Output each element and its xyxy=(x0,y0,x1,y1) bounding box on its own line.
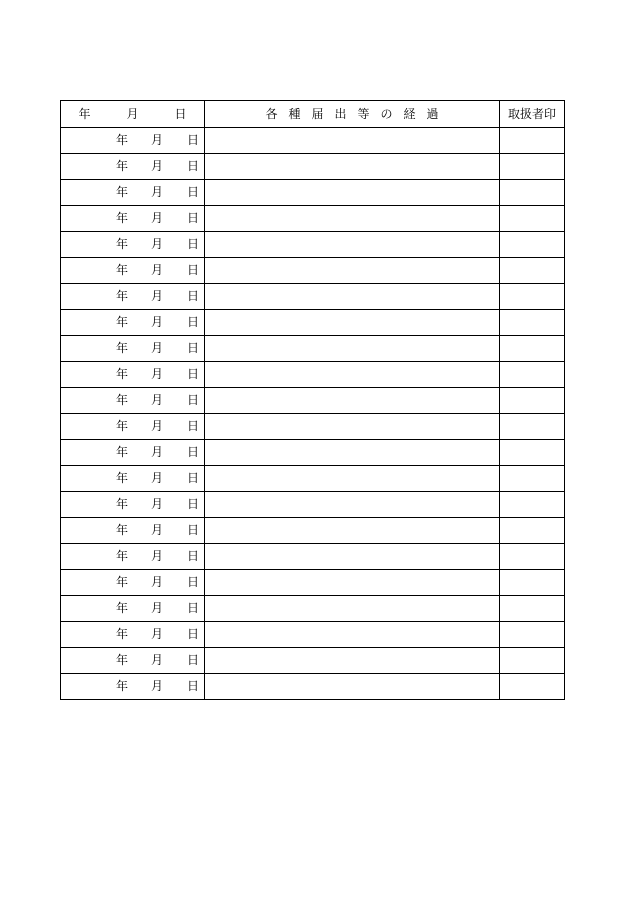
date-cell[interactable] xyxy=(61,154,205,180)
row-year-label: 年 xyxy=(116,315,129,329)
date-cell[interactable] xyxy=(61,284,205,310)
row-year-label: 年 xyxy=(116,575,129,589)
filing-history-table xyxy=(60,100,565,700)
date-cell[interactable] xyxy=(61,492,205,518)
description-cell[interactable] xyxy=(205,492,500,518)
date-cell[interactable] xyxy=(61,570,205,596)
handler-seal-cell[interactable] xyxy=(500,622,565,648)
row-year-label: 年 xyxy=(116,133,129,147)
row-year-label: 年 xyxy=(116,549,129,563)
table-row xyxy=(61,128,565,154)
handler-seal-cell[interactable] xyxy=(500,180,565,206)
description-cell[interactable] xyxy=(205,206,500,232)
row-year-label: 年 xyxy=(116,263,129,277)
handler-seal-cell[interactable] xyxy=(500,154,565,180)
handler-seal-cell[interactable] xyxy=(500,440,565,466)
header-day-label: 日 xyxy=(174,107,187,121)
row-day-label: 日 xyxy=(187,315,200,329)
handler-seal-cell[interactable] xyxy=(500,362,565,388)
date-cell[interactable] xyxy=(61,648,205,674)
row-month-label: 月 xyxy=(151,627,164,641)
row-year-label: 年 xyxy=(116,601,129,615)
date-cell[interactable] xyxy=(61,388,205,414)
handler-seal-cell[interactable] xyxy=(500,466,565,492)
row-year-label: 年 xyxy=(116,159,129,173)
header-year-label: 年 xyxy=(78,107,91,121)
header-month-label: 月 xyxy=(126,107,139,121)
row-year-label: 年 xyxy=(116,679,129,693)
row-month-label: 月 xyxy=(151,679,164,693)
date-cell[interactable] xyxy=(61,596,205,622)
row-day-label: 日 xyxy=(187,575,200,589)
row-year-label: 年 xyxy=(116,237,129,251)
table-row xyxy=(61,206,565,232)
row-year-label: 年 xyxy=(116,289,129,303)
column-header-handler-seal xyxy=(500,101,565,128)
row-year-label: 年 xyxy=(116,367,129,381)
description-cell[interactable] xyxy=(205,284,500,310)
table-row xyxy=(61,440,565,466)
table-row xyxy=(61,154,565,180)
date-cell[interactable] xyxy=(61,180,205,206)
handler-seal-cell[interactable] xyxy=(500,232,565,258)
row-month-label: 月 xyxy=(151,315,164,329)
handler-seal-cell[interactable] xyxy=(500,570,565,596)
row-year-label: 年 xyxy=(116,471,129,485)
description-cell[interactable] xyxy=(205,336,500,362)
description-cell[interactable] xyxy=(205,154,500,180)
handler-seal-cell[interactable] xyxy=(500,414,565,440)
row-year-label: 年 xyxy=(116,341,129,355)
row-day-label: 日 xyxy=(187,549,200,563)
row-year-label: 年 xyxy=(116,627,129,641)
handler-seal-cell[interactable] xyxy=(500,518,565,544)
table-row xyxy=(61,232,565,258)
date-cell[interactable] xyxy=(61,466,205,492)
handler-seal-cell[interactable] xyxy=(500,648,565,674)
row-month-label: 月 xyxy=(151,263,164,277)
handler-seal-cell[interactable] xyxy=(500,206,565,232)
table-row xyxy=(61,180,565,206)
row-month-label: 月 xyxy=(151,471,164,485)
header-description-label: 各種届出等の経過 xyxy=(265,107,450,121)
description-cell[interactable] xyxy=(205,648,500,674)
row-year-label: 年 xyxy=(116,497,129,511)
row-day-label: 日 xyxy=(187,211,200,225)
table-row xyxy=(61,258,565,284)
row-month-label: 月 xyxy=(151,289,164,303)
date-cell[interactable] xyxy=(61,414,205,440)
table-row xyxy=(61,388,565,414)
description-cell[interactable] xyxy=(205,232,500,258)
row-year-label: 年 xyxy=(116,393,129,407)
date-cell[interactable] xyxy=(61,336,205,362)
handler-seal-cell[interactable] xyxy=(500,336,565,362)
handler-seal-cell[interactable] xyxy=(500,544,565,570)
date-cell[interactable] xyxy=(61,674,205,700)
row-day-label: 日 xyxy=(187,237,200,251)
column-header-description xyxy=(205,101,500,128)
description-cell[interactable] xyxy=(205,414,500,440)
description-cell[interactable] xyxy=(205,466,500,492)
table-row xyxy=(61,570,565,596)
row-month-label: 月 xyxy=(151,237,164,251)
row-day-label: 日 xyxy=(187,263,200,277)
record-sheet xyxy=(60,100,564,700)
row-year-label: 年 xyxy=(116,523,129,537)
row-year-label: 年 xyxy=(116,185,129,199)
row-year-label: 年 xyxy=(116,419,129,433)
row-month-label: 月 xyxy=(151,341,164,355)
description-cell[interactable] xyxy=(205,544,500,570)
handler-seal-cell[interactable] xyxy=(500,388,565,414)
row-month-label: 月 xyxy=(151,497,164,511)
description-cell[interactable] xyxy=(205,362,500,388)
table-row xyxy=(61,336,565,362)
handler-seal-cell[interactable] xyxy=(500,310,565,336)
row-month-label: 月 xyxy=(151,393,164,407)
handler-seal-cell[interactable] xyxy=(500,596,565,622)
date-cell[interactable] xyxy=(61,440,205,466)
handler-seal-cell[interactable] xyxy=(500,284,565,310)
row-day-label: 日 xyxy=(187,341,200,355)
date-cell[interactable] xyxy=(61,206,205,232)
handler-seal-cell[interactable] xyxy=(500,492,565,518)
description-cell[interactable] xyxy=(205,622,500,648)
row-day-label: 日 xyxy=(187,445,200,459)
table-row xyxy=(61,284,565,310)
date-cell[interactable] xyxy=(61,518,205,544)
row-month-label: 月 xyxy=(151,133,164,147)
row-month-label: 月 xyxy=(151,601,164,615)
date-cell[interactable] xyxy=(61,128,205,154)
row-month-label: 月 xyxy=(151,185,164,199)
row-month-label: 月 xyxy=(151,419,164,433)
date-cell[interactable] xyxy=(61,310,205,336)
table-row xyxy=(61,414,565,440)
row-day-label: 日 xyxy=(187,393,200,407)
row-month-label: 月 xyxy=(151,445,164,459)
table-row xyxy=(61,492,565,518)
table-row xyxy=(61,596,565,622)
table-row xyxy=(61,518,565,544)
table-row xyxy=(61,622,565,648)
row-day-label: 日 xyxy=(187,471,200,485)
row-day-label: 日 xyxy=(187,159,200,173)
row-day-label: 日 xyxy=(187,653,200,667)
date-cell[interactable] xyxy=(61,544,205,570)
date-cell[interactable] xyxy=(61,258,205,284)
row-month-label: 月 xyxy=(151,549,164,563)
handler-seal-cell[interactable] xyxy=(500,128,565,154)
row-month-label: 月 xyxy=(151,653,164,667)
header-handler-seal-label: 取扱者印 xyxy=(507,107,556,121)
row-day-label: 日 xyxy=(187,497,200,511)
table-row xyxy=(61,310,565,336)
row-year-label: 年 xyxy=(116,653,129,667)
handler-seal-cell[interactable] xyxy=(500,258,565,284)
row-day-label: 日 xyxy=(187,679,200,693)
handler-seal-cell[interactable] xyxy=(500,674,565,700)
description-cell[interactable] xyxy=(205,518,500,544)
table-body xyxy=(61,128,565,700)
row-day-label: 日 xyxy=(187,185,200,199)
row-day-label: 日 xyxy=(187,523,200,537)
description-cell[interactable] xyxy=(205,258,500,284)
description-cell[interactable] xyxy=(205,180,500,206)
description-cell[interactable] xyxy=(205,596,500,622)
row-year-label: 年 xyxy=(116,211,129,225)
table-row xyxy=(61,362,565,388)
table-row xyxy=(61,466,565,492)
table-row xyxy=(61,648,565,674)
row-day-label: 日 xyxy=(187,289,200,303)
row-month-label: 月 xyxy=(151,523,164,537)
row-day-label: 日 xyxy=(187,419,200,433)
table-row xyxy=(61,674,565,700)
row-month-label: 月 xyxy=(151,211,164,225)
table-row xyxy=(61,544,565,570)
description-cell[interactable] xyxy=(205,310,500,336)
row-day-label: 日 xyxy=(187,133,200,147)
row-year-label: 年 xyxy=(116,445,129,459)
description-cell[interactable] xyxy=(205,570,500,596)
description-cell[interactable] xyxy=(205,440,500,466)
row-month-label: 月 xyxy=(151,367,164,381)
row-day-label: 日 xyxy=(187,627,200,641)
column-header-date xyxy=(61,101,205,128)
row-day-label: 日 xyxy=(187,601,200,615)
description-cell[interactable] xyxy=(205,388,500,414)
date-cell[interactable] xyxy=(61,232,205,258)
date-cell[interactable] xyxy=(61,622,205,648)
date-cell[interactable] xyxy=(61,362,205,388)
description-cell[interactable] xyxy=(205,674,500,700)
row-day-label: 日 xyxy=(187,367,200,381)
row-month-label: 月 xyxy=(151,575,164,589)
row-month-label: 月 xyxy=(151,159,164,173)
description-cell[interactable] xyxy=(205,128,500,154)
table-header-row xyxy=(61,101,565,128)
